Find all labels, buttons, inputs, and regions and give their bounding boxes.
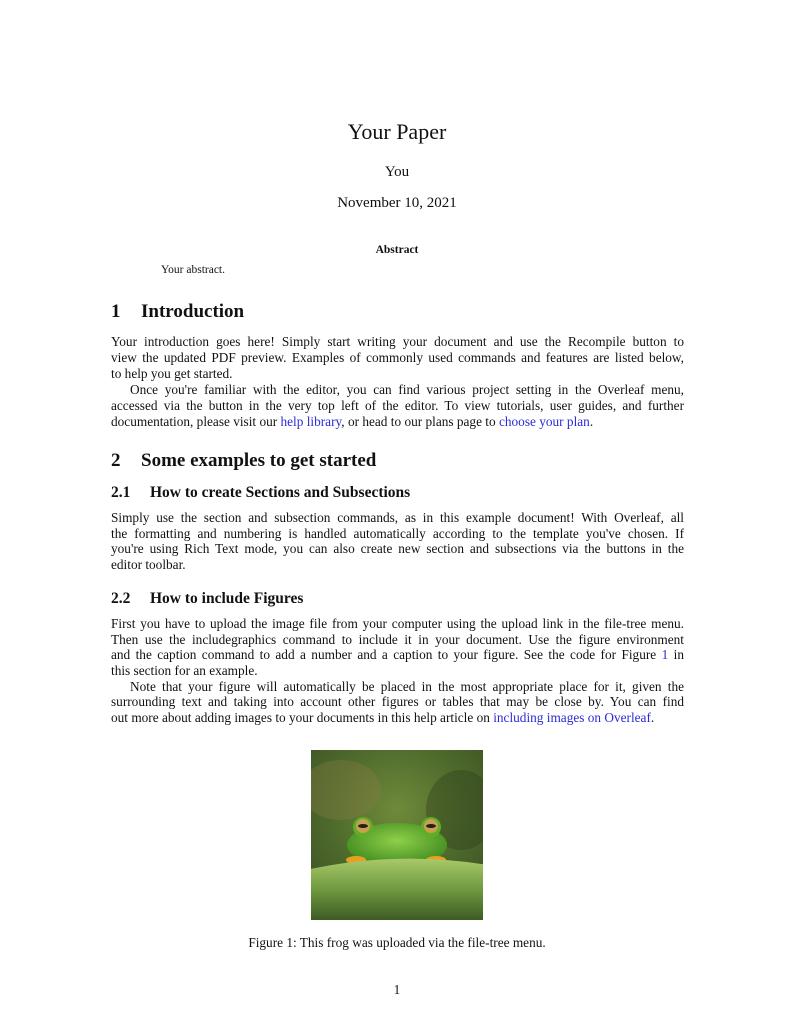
text: . [589,414,594,429]
subsection-title: How to create Sections and Subsections [150,484,411,501]
text-line: surrounding text and taking into account other figures or tables that may be close by. You can find [111,694,684,709]
subsection-number: 2.1 [111,484,131,501]
text-line: accessed via the button in the very top left of the editor. To view tutorials, user guides, and further [111,398,684,413]
help-library-link[interactable]: help library [280,414,342,429]
text: in [668,647,684,662]
choose-your-plan-link[interactable]: choose your plan [498,414,590,429]
text-line [111,710,684,726]
page-number: 1 [393,982,401,997]
abstract-heading: Abstract [375,244,419,256]
text-line: this section for an example. [111,663,258,678]
text: . [650,710,655,725]
subsection-heading-figures [111,590,303,608]
text-line: to help you get started. [111,366,233,381]
text-line: the formatting and numbering is handled automatically according to the template you've chosen. If [111,526,684,541]
text: documentation, please visit our [111,414,281,429]
text-line: view the updated PDF preview. Examples of commonly used commands and features are listed below, [111,350,684,365]
section-heading-introduction [111,301,244,323]
frog-image [311,750,483,920]
subsection-heading-sections [111,484,410,502]
text: and the caption command to add a number and a caption to your figure. See the code for Figure [111,647,662,662]
text-line: editor toolbar. [111,557,186,572]
text-line: Note that your figure will automatically be placed in the most appropriate place for it, given the [130,679,684,694]
figure-caption: Figure 1: This frog was uploaded via the file-tree menu. [248,935,546,950]
including-images-link[interactable]: including images on Overleaf [493,710,651,725]
section-title: Introduction [141,301,245,322]
text-line [111,414,684,430]
author: You [384,164,410,180]
subsection-title: How to include Figures [150,590,304,607]
text-line: Your introduction goes here! Simply start writing your document and use the Recompile button to [111,334,684,349]
branch [311,859,483,920]
paper-title: Your Paper [347,119,447,144]
text-line: Simply use the section and subsection commands, as in this example document! With Overleaf, all [111,510,684,525]
section-title: Some examples to get started [141,450,377,471]
section-number: 1 [111,301,121,322]
text-line: First you have to upload the image file from your computer using the upload link in the file-tree menu. [111,616,684,631]
text: , or head to our plans page to [341,414,499,429]
section-number: 2 [111,450,121,471]
text-line: you're using Rich Text mode, you can also create new section and subsections via the buttons in the [111,541,684,556]
abstract-text: Your abstract. [161,264,225,276]
text-line [111,647,684,663]
date: November 10, 2021 [337,195,457,211]
section-heading-examples [111,450,376,472]
subsection-number: 2.2 [111,590,131,607]
figure-reference-link[interactable]: 1 [661,647,669,662]
text-line: Then use the includegraphics command to include it in your document. Use the figure environment [111,632,684,647]
text-line: Once you're familiar with the editor, you can find various project setting in the Overleaf menu, [130,382,684,397]
text: out more about adding images to your documents in this help article on [111,710,494,725]
